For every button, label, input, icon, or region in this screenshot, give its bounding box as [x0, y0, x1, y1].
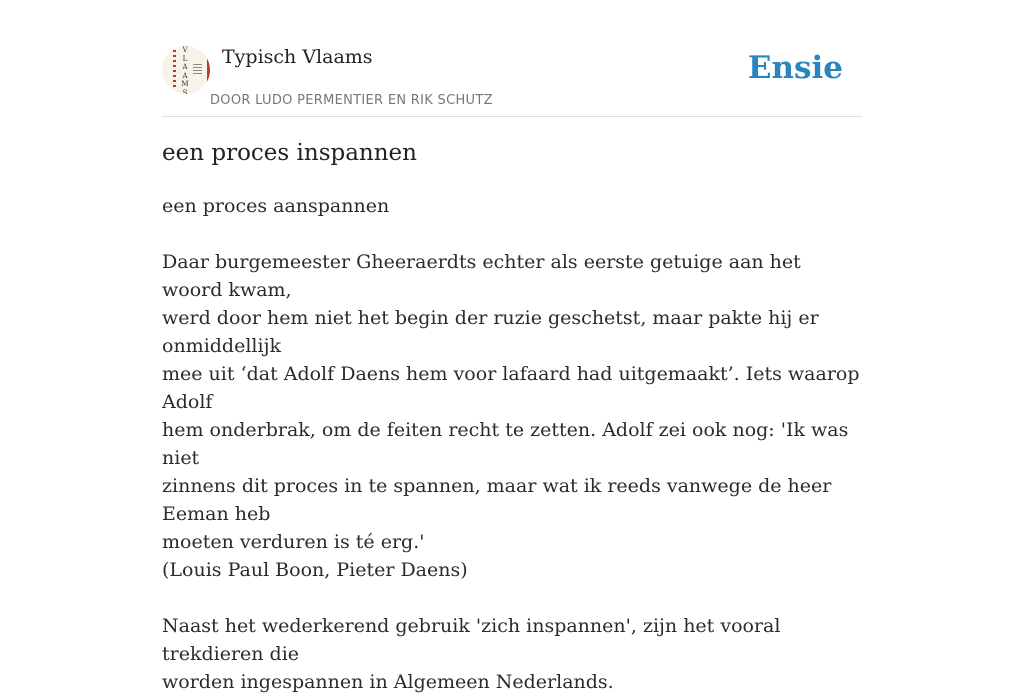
- logo-letters: V L A A M S: [181, 46, 189, 94]
- quote-line: zinnens dit proces in te spannen, maar wat ik reeds vanwege de heer Eeman heb: [162, 475, 832, 525]
- site-title[interactable]: Typisch Vlaams: [222, 46, 373, 68]
- quote-source: (Louis Paul Boon, Pieter Daens): [162, 559, 468, 581]
- note-line: Naast het wederkerend gebruik 'zich inspannen', zijn het vooral trekdieren die: [162, 615, 781, 665]
- entry-content: [162, 192, 862, 696]
- brand-logo-link[interactable]: Ensie: [747, 50, 843, 86]
- quote-line: werd door hem niet het begin der ruzie geschetst, maar pakte hij er onmiddellijk: [162, 307, 819, 357]
- page: [162, 0, 862, 693]
- logo-ornament: [173, 50, 176, 90]
- quote-line: moeten verduren is té erg.': [162, 531, 425, 553]
- note-line: worden ingespannen in Algemeen Nederlands.: [162, 671, 614, 693]
- entry-definition: een proces aanspannen: [162, 195, 390, 217]
- entry-title: een proces inspannen: [162, 140, 417, 166]
- logo-lines: [193, 64, 202, 76]
- quote-line: Daar burgemeester Gheeraerdts echter als eerste getuige aan het woord kwam,: [162, 251, 801, 301]
- quote-line: mee uit ‘dat Adolf Daens hem voor lafaard had uitgemaakt’. Iets waarop Adolf: [162, 363, 860, 413]
- authors-byline: DOOR LUDO PERMENTIER EN RIK SCHUTZ: [210, 93, 493, 108]
- logo-accent: [207, 54, 210, 86]
- quote-line: hem onderbrak, om de feiten recht te zetten. Adolf zei ook nog: 'Ik was niet: [162, 419, 849, 469]
- header: [162, 0, 862, 117]
- site-logo[interactable]: [162, 46, 210, 94]
